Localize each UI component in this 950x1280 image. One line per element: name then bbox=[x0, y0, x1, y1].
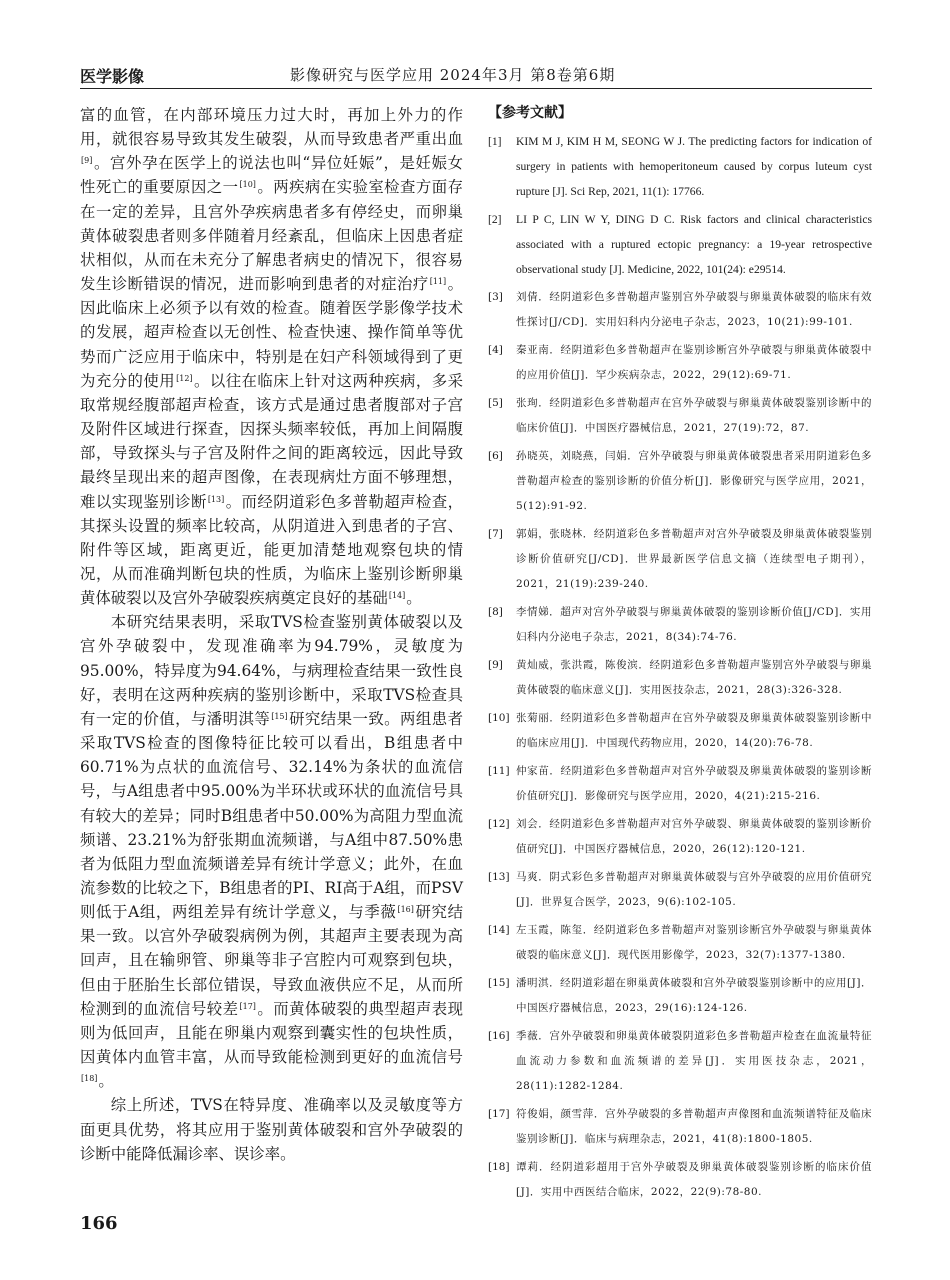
journal-title: 影像研究与医学应用 2024年3月 第8卷第6期 bbox=[290, 66, 616, 84]
reference-item bbox=[488, 126, 872, 204]
citation-marker: [13] bbox=[207, 494, 225, 504]
reference-number: [9] bbox=[488, 659, 503, 671]
references-title: 【参考文献】 bbox=[488, 105, 572, 121]
citation-marker: [16] bbox=[397, 905, 414, 915]
reference-text: 马爽．阴式彩色多普勒超声对卵巢黄体破裂与宫外孕破裂的应用价值研究[J]．世界复合医学，2023，9(6):102-105. bbox=[516, 871, 872, 908]
paragraph-text: 。 bbox=[98, 1072, 114, 1091]
reference-number: [18] bbox=[488, 1161, 510, 1173]
body-paragraph bbox=[80, 1093, 463, 1165]
reference-item bbox=[488, 1152, 872, 1205]
reference-text: 秦亚南．经阴道彩色多普勒超声在鉴别诊断宫外孕破裂与卵巢黄体破裂中的应用价值[J]．罕少疾病杂志，2022，29(12):69-71. bbox=[516, 344, 872, 381]
reference-number: [4] bbox=[488, 344, 503, 356]
reference-text: 郭娟，张晓林．经阴道彩色多普勒超声对宫外孕破裂及卵巢黄体破裂鉴别诊断价值研究[J/CD]．世界最新医学信息文摘（连续型电子期刊），2021，21(19):239-240. bbox=[516, 528, 872, 590]
reference-number: [13] bbox=[488, 871, 510, 883]
reference-item bbox=[488, 703, 872, 756]
reference-item bbox=[488, 441, 872, 519]
reference-text: LI P C, LIN W Y, DING D C. Risk factors and clinical characteristics associated with a ruptured ectopic pregnancy: a 19-year retrospective observational study [J]. Medicine, 2022, 101(24): e29514. bbox=[516, 213, 872, 276]
reference-number: [8] bbox=[488, 606, 503, 618]
paragraph-text: 。两疾病在实验室检查方面存在一定的差异，且宫外孕疾病患者多有停经史，而卵巢黄体破裂患者则多伴随着月经紊乱，但临床上因患者症状相似，从而在未充分了解患者病史的情况下，很容易发生诊断错误的情况，进而影响到患者的对症治疗 bbox=[80, 178, 463, 294]
page-header bbox=[80, 58, 872, 88]
reference-item bbox=[488, 1099, 872, 1152]
citation-marker: [12] bbox=[176, 373, 193, 383]
reference-item bbox=[488, 388, 872, 441]
paragraph-text: 。以往在临床上针对这两种疾病，多采取常规经腹部超声检查，该方式是通过患者腹部对子宫及附件区域进行探查，因探头频率较低，再加上间隔腹部，导致探头与子宫及附件之间的距离较远，因此导致最终呈现出来的超声图像，在表现病灶方面不够理想，难以实现鉴别诊断 bbox=[80, 371, 463, 511]
reference-number: [3] bbox=[488, 291, 503, 303]
reference-number: [14] bbox=[488, 924, 510, 936]
header-rule bbox=[80, 88, 872, 89]
reference-number: [1] bbox=[488, 135, 502, 148]
reference-item bbox=[488, 809, 872, 862]
references-column bbox=[488, 103, 872, 1205]
paragraph-text: 。因此临床上必须予以有效的检查。随着医学影像学技术的发展，超声检查以无创性、检查快速、操作简单等优势而广泛应用于临床中，特别是在妇产科领域得到了更为充分的使用 bbox=[80, 275, 463, 390]
reference-text: 刘倩．经阴道彩色多普勒超声鉴别宫外孕破裂与卵巢黄体破裂的临床有效性探讨[J/CD]．实用妇科内分泌电子杂志，2023，10(21):99-101. bbox=[516, 291, 872, 328]
reference-number: [16] bbox=[488, 1030, 510, 1042]
reference-text: 潘明淇．经阴道彩超在卵巢黄体破裂和宫外孕破裂鉴别诊断中的应用[J]．中国医疗器械信息，2023，29(16):124-126. bbox=[516, 977, 872, 1014]
reference-text: 黄灿威，张洪霞，陈俊滨．经阴道彩色多普勒超声鉴别宫外孕破裂与卵巢黄体破裂的临床意义[J]．实用医技杂志，2021，28(3):326-328. bbox=[516, 659, 872, 696]
paragraph-text: 。而经阴道彩色多普勒超声检查，其探头设置的频率比较高，从阴道进入到患者的子宫、附件等区域，距离更近，能更加清楚地观察包块的情况，从而准确判断包块的性质，为临床上鉴别诊断卵巢黄体破裂以及宫外孕破裂疾病奠定良好的基础 bbox=[80, 492, 463, 608]
body-paragraph bbox=[80, 610, 463, 1093]
reference-number: [7] bbox=[488, 528, 503, 540]
reference-text: 张菊丽．经阴道彩色多普勒超声在宫外孕破裂及卵巢黄体破裂鉴别诊断中的临床应用[J]．中国现代药物应用，2020，14(20):76-78. bbox=[516, 712, 872, 749]
citation-marker: [14] bbox=[388, 591, 406, 601]
section-label: 医学影像 bbox=[80, 67, 145, 86]
body-paragraph bbox=[80, 103, 463, 610]
reference-text: 季薇．宫外孕破裂和卵巢黄体破裂阴道彩色多普勒超声检查在血流量特征血流动力参数和血流频谱的差异[J]．实用医技杂志，2021，28(11):1282-1284. bbox=[516, 1030, 872, 1092]
reference-item bbox=[488, 650, 872, 703]
reference-number: [2] bbox=[488, 213, 502, 226]
reference-number: [10] bbox=[488, 712, 510, 724]
paragraph-text: 。宫外孕在医学上的说法也叫“异位妊娠”，是妊娠女性死亡的重要原因之一 bbox=[80, 154, 463, 197]
citation-marker: [15] bbox=[271, 711, 288, 721]
reference-text: 孙晓英，刘晓燕，闫娟．宫外孕破裂与卵巢黄体破裂患者采用阴道彩色多普勒超声检查的鉴别诊断的价值分析[J]．影像研究与医学应用，2021，5(12):91-92. bbox=[516, 450, 872, 512]
reference-number: [12] bbox=[488, 818, 510, 830]
reference-number: [5] bbox=[488, 397, 503, 409]
citation-marker: [17] bbox=[239, 1001, 256, 1011]
reference-list bbox=[488, 126, 872, 1205]
reference-item bbox=[488, 282, 872, 335]
paragraph-text: 。 bbox=[406, 589, 422, 608]
reference-item bbox=[488, 756, 872, 809]
paragraph-text: 研究结果一致。以宫外孕破裂病例为例，其超声主要表现为高回声，且在输卵管、卵巢等非子宫腔内可观察到包块，但由于胚胎生长部位错误，导致血液供应不足，从而所检测到的血流信号较差 bbox=[80, 903, 463, 1018]
paragraph-text: 综上所述，TVS在特异度、准确率以及灵敏度等方面更具优势，将其应用于鉴别黄体破裂和宫外孕破裂的诊断中能降低漏诊率、误诊率。 bbox=[80, 1096, 463, 1163]
reference-item bbox=[488, 968, 872, 1021]
page-number: 166 bbox=[80, 1213, 118, 1234]
citation-marker: [9] bbox=[81, 156, 93, 166]
reference-text: 仲家苗．经阴道彩色多普勒超声对宫外孕破裂及卵巢黄体破裂的鉴别诊断价值研究[J]．影像研究与医学应用，2020，4(21):215-216. bbox=[516, 765, 872, 802]
reference-text: 张珣．经阴道彩色多普勒超声在宫外孕破裂与卵巢黄体破裂鉴别诊断中的临床价值[J]．中国医疗器械信息，2021，27(19):72，87. bbox=[516, 397, 872, 434]
reference-item bbox=[488, 597, 872, 650]
reference-text: 刘会．经阴道彩色多普勒超声对宫外孕破裂、卵巢黄体破裂的鉴别诊断价值研究[J]．中国医疗器械信息，2020，26(12):120-121. bbox=[516, 818, 872, 855]
reference-item bbox=[488, 335, 872, 388]
reference-text: 左玉霞，陈玺．经阴道彩色多普勒超声对鉴别诊断宫外孕破裂与卵巢黄体破裂的临床意义[J]．现代医用影像学，2023，32(7):1377-1380. bbox=[516, 924, 872, 961]
citation-marker: [18] bbox=[81, 1074, 98, 1084]
reference-item bbox=[488, 204, 872, 282]
paragraph-text: 富的血管，在内部环境压力过大时，再加上外力的作用，就很容易导致其发生破裂，从而导致患者严重出血 bbox=[80, 106, 463, 149]
paragraph-text: 研究结果一致。两组患者采取TVS检查的图像特征比较可以看出，B组患者中60.71%为点状的血流信号、32.14%为条状的血流信号，与A组患者中95.00%为半环状或环状的血流信号具有较大的差异；同时B组患者中50.00%为高阻力型血流频谱、23.21%为舒张期血流频谱，与A组中87.50%患者为低阻力型血流频谱差异有统计学意义；此外，在血流参数的比较之下，B组患者的PI、RI高于A组，而PSV则低于A组，两组差异有统计学意义，与季薇 bbox=[80, 709, 463, 922]
reference-text: 符俊娟，颜雪萍．宫外孕破裂的多普勒超声声像图和血流频谱特征及临床鉴别诊断[J]．临床与病理杂志，2021，41(8):1800-1805. bbox=[516, 1108, 872, 1145]
reference-number: [15] bbox=[488, 977, 510, 989]
body-text-column bbox=[80, 103, 463, 1166]
reference-text: KIM M J, KIM H M, SEONG W J. The predicting factors for indication of surgery in patients with hemoperitoneum caused by corpus luteum cyst rupture [J]. Sci Rep, 2021, 11(1): 17766. bbox=[516, 135, 872, 198]
reference-item bbox=[488, 519, 872, 597]
reference-number: [6] bbox=[488, 450, 503, 462]
citation-marker: [11] bbox=[429, 277, 447, 287]
reference-text: 李情娣．超声对宫外孕破裂与卵巢黄体破裂的鉴别诊断价值[J/CD]．实用妇科内分泌电子杂志，2021，8(34):74-76. bbox=[516, 606, 872, 643]
paragraph-text: 本研究结果表明，采取TVS检查鉴别黄体破裂以及宫外孕破裂中，发现准确率为94.79%，灵敏度为95.00%，特异度为94.64%，与病理检查结果一致性良好，表明在这两种疾病的鉴别诊断中，采取TVS检查具有一定的价值，与潘明淇等 bbox=[80, 613, 463, 728]
reference-item bbox=[488, 915, 872, 968]
reference-text: 谭莉．经阴道彩超用于宫外孕破裂及卵巢黄体破裂鉴别诊断的临床价值[J]．实用中西医结合临床，2022，22(9):78-80. bbox=[516, 1161, 872, 1198]
reference-number: [17] bbox=[488, 1108, 510, 1120]
reference-number: [11] bbox=[488, 765, 510, 777]
reference-item bbox=[488, 1021, 872, 1099]
reference-item bbox=[488, 862, 872, 915]
paragraph-text: 。而黄体破裂的典型超声表现则为低回声，且能在卵巢内观察到囊实性的包块性质，因黄体内血管丰富，从而导致能检测到更好的血流信号 bbox=[80, 999, 463, 1067]
citation-marker: [10] bbox=[239, 180, 256, 190]
